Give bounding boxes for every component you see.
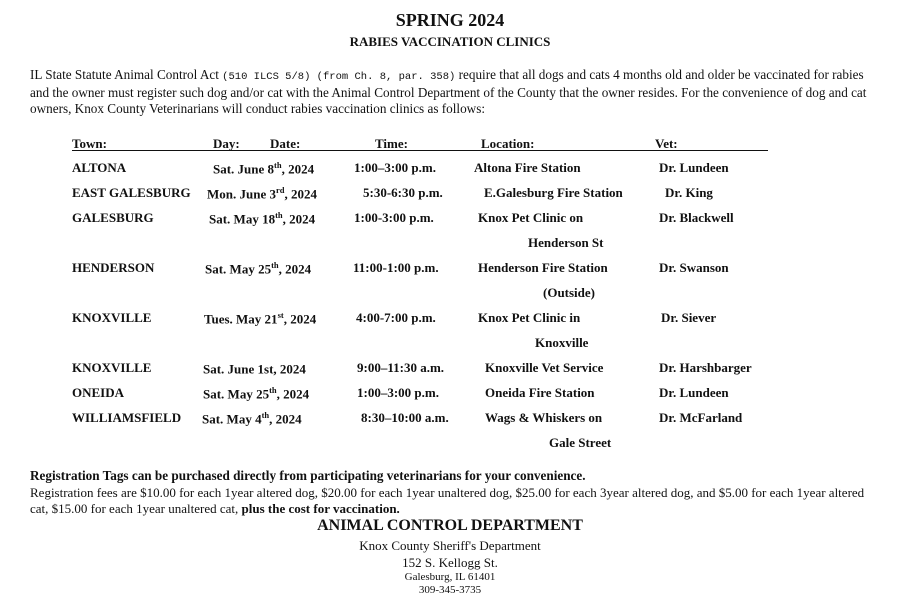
row-8-location-2: Gale Street <box>549 435 612 450</box>
row-6-vet: Dr. Harshbarger <box>659 360 752 375</box>
row-5-location: Knox Pet Clinic in <box>478 310 581 325</box>
row-3-time: 1:00-3:00 p.m. <box>354 210 434 225</box>
row-1-town: ALTONA <box>72 160 127 175</box>
row-4-town: HENDERSON <box>72 260 155 275</box>
row-7-town: ONEIDA <box>72 385 125 400</box>
registration-fees-text: Registration fees are $10.00 for each 1year altered dog, $20.00 for each 1year unaltered dog, $25.00 for each 3year altered dog, and $5.00 for each 1year altered cat, $15.00 for each 1year unaltered cat, <box>30 485 865 516</box>
header-rule <box>72 150 768 151</box>
row-6-location: Knoxville Vet Service <box>485 360 604 375</box>
header-location: Location: <box>481 136 535 151</box>
row-2-location: E.Galesburg Fire Station <box>484 185 623 200</box>
row-5-town: KNOXVILLE <box>72 310 152 325</box>
header-date: Date: <box>270 136 301 151</box>
row-5-location-2: Knoxville <box>535 335 589 350</box>
row-8-location: Wags & Whiskers on <box>485 410 603 425</box>
row-7-time: 1:00–3:00 p.m. <box>357 385 439 400</box>
intro-text-start: IL State Statute Animal Control Act <box>30 67 223 82</box>
row-3-location: Knox Pet Clinic on <box>478 210 584 225</box>
row-1-time: 1:00–3:00 p.m. <box>354 160 436 175</box>
row-1-day-date: Sat. June 8th, 2024 <box>213 160 315 177</box>
row-7-location: Oneida Fire Station <box>485 385 595 400</box>
row-1-location: Altona Fire Station <box>474 160 581 175</box>
street-address: 152 S. Kellogg St. <box>402 555 498 570</box>
row-3-town: GALESBURG <box>72 210 154 225</box>
row-3-location-2: Henderson St <box>528 235 604 250</box>
header-day: Day: <box>213 136 240 151</box>
page-subtitle: RABIES VACCINATION CLINICS <box>349 34 551 49</box>
row-7-vet: Dr. Lundeen <box>659 385 729 400</box>
row-8-time: 8:30–10:00 a.m. <box>361 410 449 425</box>
row-2-day-date: Mon. June 3rd, 2024 <box>207 185 317 202</box>
registration-fees <box>30 485 880 517</box>
row-8-vet: Dr. McFarland <box>659 410 743 425</box>
intro-text-end: require that all dogs and cats 4 months old and older be vaccinated for rabies and the owner must register such dog and/or cat with the Animal Control Department of the County that the owner resides. For the convenience of dog and cat owners, Knox County Veterinarians will conduct rabies vaccination clinics as follows: <box>30 67 867 116</box>
row-2-time: 5:30-6:30 p.m. <box>363 185 443 200</box>
row-2-vet: Dr. King <box>665 185 713 200</box>
row-2-town: EAST GALESBURG <box>72 185 191 200</box>
registration-fees-note: plus the cost for vaccination. <box>241 501 400 516</box>
row-5-vet: Dr. Siever <box>661 310 717 325</box>
phone-number: 309-345-3735 <box>418 584 482 596</box>
intro-paragraph <box>30 67 880 117</box>
row-4-time: 11:00-1:00 p.m. <box>353 260 439 275</box>
office-name: Knox County Sheriff's Department <box>359 538 541 553</box>
city-address: Galesburg, IL 61401 <box>404 571 496 583</box>
header-time: Time: <box>375 136 408 151</box>
row-4-location: Henderson Fire Station <box>478 260 608 275</box>
row-3-day-date: Sat. May 18th, 2024 <box>209 210 316 227</box>
row-8-day-date: Sat. May 4th, 2024 <box>202 410 302 427</box>
row-6-town: KNOXVILLE <box>72 360 152 375</box>
row-6-day-date: Sat. June 1st, 2024 <box>203 361 306 377</box>
row-8-town: WILLIAMSFIELD <box>72 410 182 425</box>
row-1-vet: Dr. Lundeen <box>659 160 729 175</box>
row-4-day-date: Sat. May 25th, 2024 <box>205 260 312 277</box>
row-5-day-date: Tues. May 21st, 2024 <box>204 310 317 327</box>
page-title: SPRING 2024 <box>395 10 505 30</box>
row-6-time: 9:00–11:30 a.m. <box>357 360 445 375</box>
row-3-vet: Dr. Blackwell <box>659 210 734 225</box>
department-name: ANIMAL CONTROL DEPARTMENT <box>317 517 583 534</box>
row-7-day-date: Sat. May 25th, 2024 <box>203 385 310 402</box>
header-town: Town: <box>72 136 107 151</box>
row-4-location-2: (Outside) <box>543 285 595 300</box>
statute-citation: (510 ILCS 5/8) (from Ch. 8, par. 358) <box>222 71 456 83</box>
header-vet: Vet: <box>655 136 678 151</box>
row-4-vet: Dr. Swanson <box>659 260 729 275</box>
row-5-time: 4:00-7:00 p.m. <box>356 310 436 325</box>
registration-notice: Registration Tags can be purchased directly from participating veterinarians for your convenience. <box>30 468 586 483</box>
